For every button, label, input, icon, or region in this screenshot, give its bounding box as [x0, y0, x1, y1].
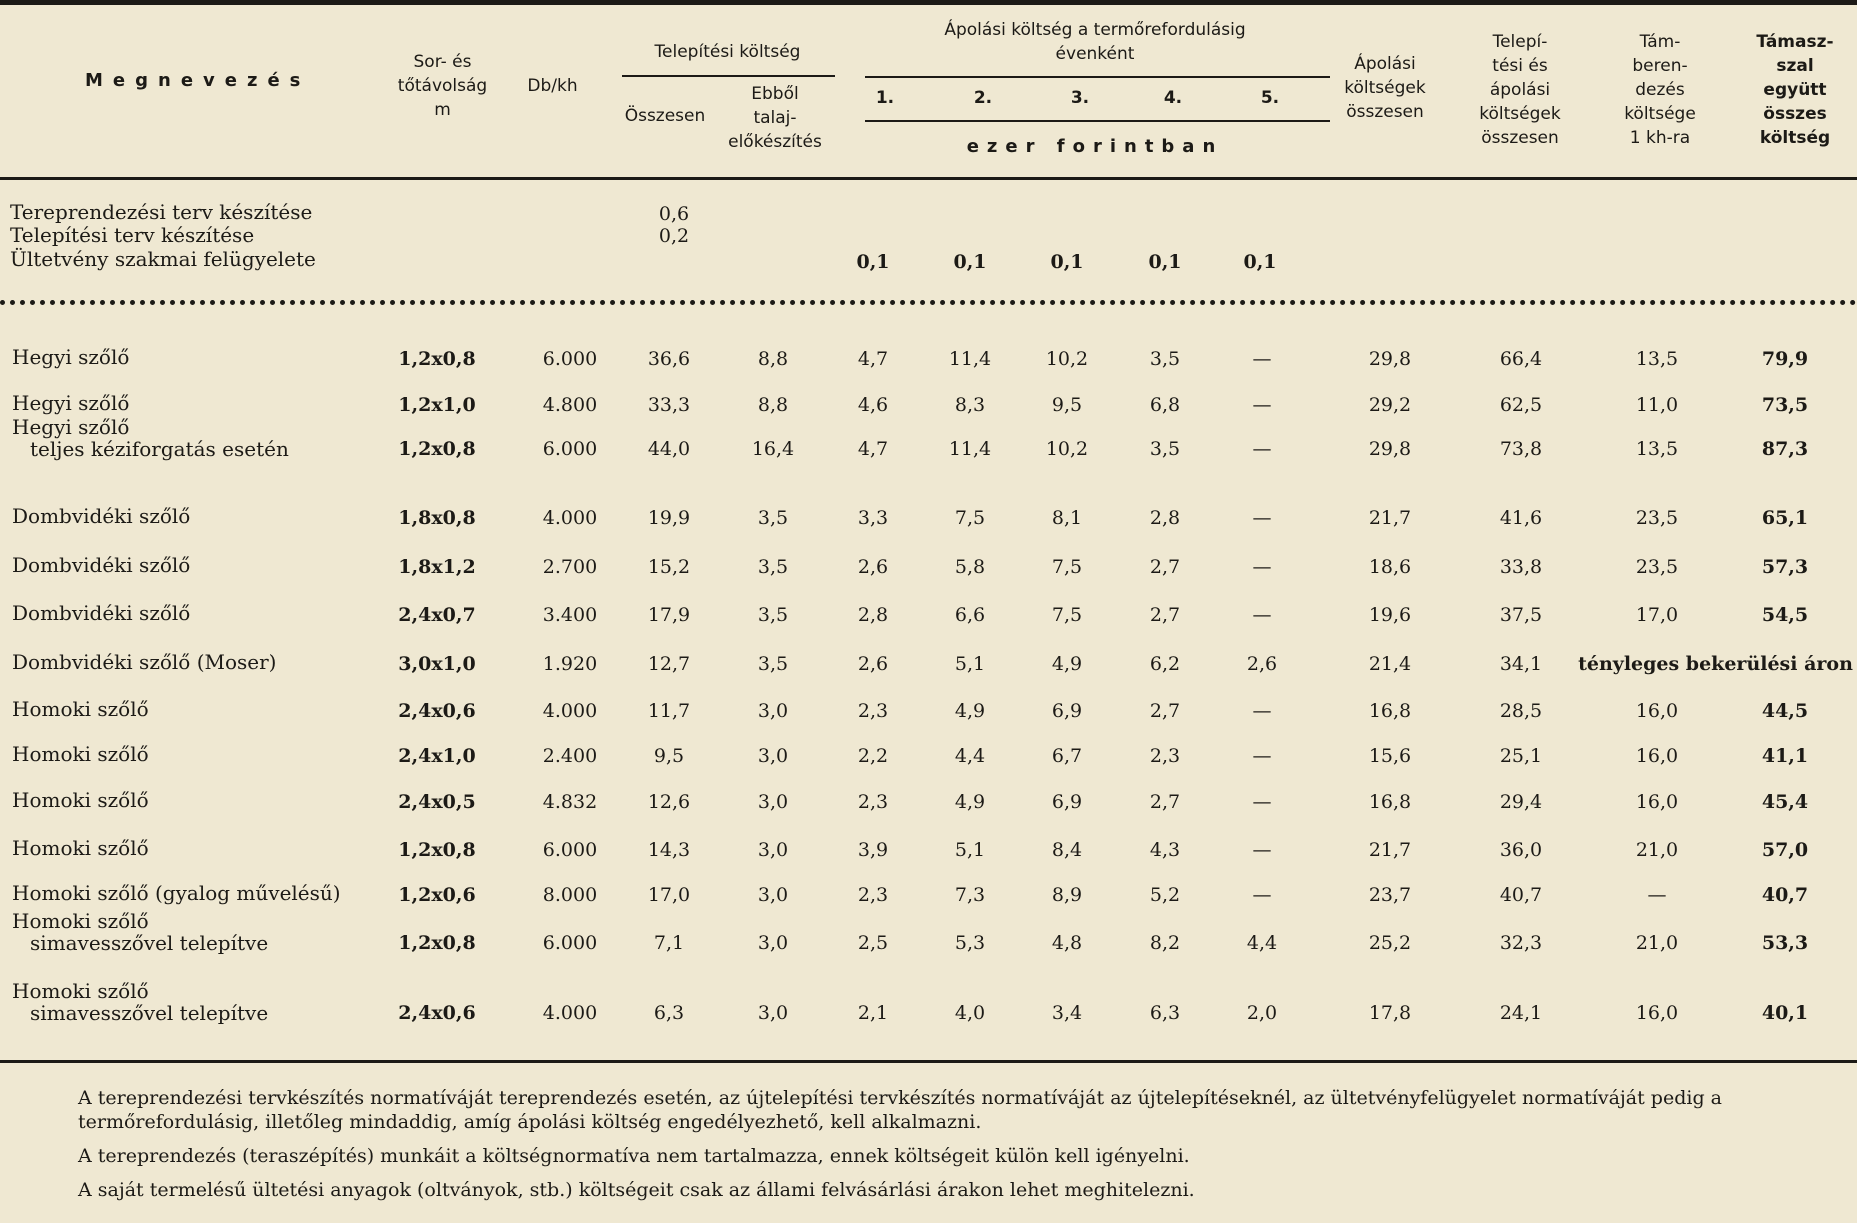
cell-y2: 4,9: [954, 791, 986, 813]
cell-y2: 8,3: [954, 394, 986, 416]
cell-care: 21,7: [1368, 839, 1412, 861]
cell-total: 12,6: [647, 791, 691, 813]
row-name: Dombvidéki szőlő: [12, 553, 191, 577]
prelim-supervision-4: 0,1: [1148, 251, 1182, 273]
cell-count: 2.700: [542, 556, 598, 578]
header-name: Megnevezés: [85, 70, 311, 91]
cell-soil: 3,0: [757, 839, 789, 861]
cell-y5: 4,4: [1246, 932, 1278, 954]
cell-pc: 29,4: [1499, 791, 1543, 813]
header-year-4: 4.: [1163, 88, 1183, 108]
cell-y3: 8,4: [1051, 839, 1083, 861]
cell-soil: 3,5: [757, 604, 789, 626]
cell-all: 54,5: [1761, 604, 1809, 626]
cell-sup: 11,0: [1635, 394, 1679, 416]
cell-care: 16,8: [1368, 791, 1412, 813]
cell-y2: 7,5: [954, 507, 986, 529]
cell-all: 87,3: [1761, 438, 1809, 460]
cell-y2: 5,3: [954, 932, 986, 954]
cell-total: 15,2: [647, 556, 691, 578]
cell-sup: 21,0: [1635, 839, 1679, 861]
cell-y1: 2,2: [857, 745, 889, 767]
cell-total: 6,3: [653, 1002, 685, 1024]
cell-y2: 5,1: [954, 653, 986, 675]
prelim-supervision-2: 0,1: [953, 251, 987, 273]
cell-count: 4.800: [542, 394, 598, 416]
header-plant-care-total: Telepí- tési és ápolási költségek összesen: [1479, 32, 1561, 148]
cell-care: 21,7: [1368, 507, 1412, 529]
cell-sup: 16,0: [1635, 700, 1679, 722]
cell-pc: 34,1: [1499, 653, 1543, 675]
cell-count: 6.000: [542, 438, 598, 460]
cell-spacing: 2,4x0,5: [398, 791, 476, 813]
cell-y2: 7,3: [954, 884, 986, 906]
cell-count: 6.000: [542, 348, 598, 370]
cell-soil: 3,0: [757, 791, 789, 813]
cell-y2: 4,4: [954, 745, 986, 767]
cell-soil: 3,0: [757, 884, 789, 906]
cell-spacing: 1,2x0,8: [398, 932, 476, 954]
cell-y1: 4,7: [857, 348, 889, 370]
row-name: Dombvidéki szőlő: [12, 504, 191, 528]
cell-y5: 2,6: [1246, 653, 1278, 675]
cell-care: 18,6: [1368, 556, 1412, 578]
cell-care: 25,2: [1368, 932, 1412, 954]
cell-care: 23,7: [1368, 884, 1412, 906]
header-planting-soil: Ebből talaj- előkészítés: [728, 84, 822, 152]
cell-pc: 33,8: [1499, 556, 1543, 578]
cell-y4: 2,3: [1149, 745, 1181, 767]
cell-spacing: 1,2x0,8: [398, 348, 476, 370]
cell-y2: 11,4: [948, 348, 992, 370]
header-planting-cost: Telepítési költség: [654, 42, 801, 62]
cell-sup: 17,0: [1635, 604, 1679, 626]
cell-y5: —: [1252, 884, 1272, 906]
cell-count: 4.000: [542, 700, 598, 722]
cell-y5: —: [1252, 394, 1272, 416]
cell-y2: 11,4: [948, 438, 992, 460]
cell-y1: 2,3: [857, 791, 889, 813]
cell-sup: 16,0: [1635, 791, 1679, 813]
cell-pc: 40,7: [1499, 884, 1543, 906]
prelim-plan-value-1: 0,6: [658, 203, 690, 225]
cell-pc: 66,4: [1499, 348, 1543, 370]
cell-y3: 6,7: [1051, 745, 1083, 767]
cell-count: 1.920: [542, 653, 598, 675]
cell-count: 4.000: [542, 1002, 598, 1024]
cell-care: 29,8: [1368, 438, 1412, 460]
cell-span-note: tényleges bekerülési áron: [1578, 653, 1853, 675]
cell-spacing: 1,2x1,0: [398, 394, 476, 416]
cell-y5: —: [1252, 556, 1272, 578]
cell-pc: 24,1: [1499, 1002, 1543, 1024]
cell-total: 12,7: [647, 653, 691, 675]
care-subline-1: [865, 76, 1330, 78]
cell-soil: 3,5: [757, 507, 789, 529]
cell-count: 6.000: [542, 839, 598, 861]
cell-y5: —: [1252, 700, 1272, 722]
cell-sup: 21,0: [1635, 932, 1679, 954]
cell-spacing: 1,2x0,8: [398, 438, 476, 460]
cell-y1: 2,5: [857, 932, 889, 954]
cell-sup: 23,5: [1635, 507, 1679, 529]
row-name: Homoki szőlő: [12, 836, 149, 860]
cell-y5: —: [1252, 839, 1272, 861]
cell-soil: 3,0: [757, 932, 789, 954]
row-name: Hegyi szőlő: [12, 391, 130, 415]
cell-y3: 10,2: [1045, 438, 1089, 460]
cell-count: 2.400: [542, 745, 598, 767]
table-bottom-rule: [0, 1060, 1857, 1063]
cell-y1: 3,9: [857, 839, 889, 861]
header-year-5: 5.: [1260, 88, 1280, 108]
cell-sup: 23,5: [1635, 556, 1679, 578]
cell-pc: 28,5: [1499, 700, 1543, 722]
cell-total: 33,3: [647, 394, 691, 416]
cell-care: 16,8: [1368, 700, 1412, 722]
row-name: Dombvidéki szőlő (Moser): [12, 650, 277, 674]
cell-y3: 4,8: [1051, 932, 1083, 954]
cell-y1: 2,6: [857, 653, 889, 675]
cell-sup: 16,0: [1635, 745, 1679, 767]
cell-care: 21,4: [1368, 653, 1412, 675]
header-with-support: Támasz- szal együtt összes költség: [1756, 32, 1834, 148]
cell-sup: —: [1647, 884, 1667, 906]
cell-spacing: 1,8x0,8: [398, 507, 476, 529]
cell-spacing: 1,2x0,6: [398, 884, 476, 906]
cell-y1: 2,3: [857, 884, 889, 906]
cell-y4: 6,8: [1149, 394, 1181, 416]
notes: [6, 1086, 1851, 1202]
cell-care: 15,6: [1368, 745, 1412, 767]
cell-y4: 2,7: [1149, 700, 1181, 722]
cell-count: 3.400: [542, 604, 598, 626]
cell-y5: —: [1252, 507, 1272, 529]
cell-total: 36,6: [647, 348, 691, 370]
cell-y4: 6,2: [1149, 653, 1181, 675]
header-year-1: 1.: [875, 88, 895, 108]
prelim-supervision-1: 0,1: [856, 251, 890, 273]
row-name: Dombvidéki szőlő: [12, 601, 191, 625]
cell-all: 40,1: [1761, 1002, 1809, 1024]
cell-count: 4.000: [542, 507, 598, 529]
cell-y3: 7,5: [1051, 556, 1083, 578]
cell-y3: 4,9: [1051, 653, 1083, 675]
prelim-line-2: Telepítési terv készítése: [10, 223, 255, 247]
cell-y4: 2,8: [1149, 507, 1181, 529]
cell-sup: 13,5: [1635, 438, 1679, 460]
cell-y2: 4,9: [954, 700, 986, 722]
cell-y2: 6,6: [954, 604, 986, 626]
cell-care: 29,8: [1368, 348, 1412, 370]
cell-y1: 2,8: [857, 604, 889, 626]
cell-y1: 3,3: [857, 507, 889, 529]
note-1: A tereprendezési tervkészítés normatíváját tereprendezés esetén, az újtelepítési tervkészítés normatíváját az újtelepítéseknél, az ültetvényfelügyelet normatíváját pedig a termőrefordulásig, illetőleg mindaddig, amíg ápolási költség engedélyezhető, kell alkalmazni.: [78, 1087, 1722, 1133]
cell-soil: 3,0: [757, 1002, 789, 1024]
cell-y3: 8,1: [1051, 507, 1083, 529]
cell-soil: 8,8: [757, 394, 789, 416]
row-name-continued: teljes kéziforgatás esetén: [30, 437, 289, 461]
cell-sup: 13,5: [1635, 348, 1679, 370]
cell-y3: 6,9: [1051, 700, 1083, 722]
cell-y1: 4,6: [857, 394, 889, 416]
cell-care: 19,6: [1368, 604, 1412, 626]
cell-y5: —: [1252, 348, 1272, 370]
row-name-continued: simavesszővel telepítve: [30, 931, 269, 955]
cell-y3: 10,2: [1045, 348, 1089, 370]
prelim-supervision-3: 0,1: [1050, 251, 1084, 273]
header-planting-total: Összesen: [624, 106, 706, 126]
cell-all: 45,4: [1761, 791, 1809, 813]
note-3: A saját termelésű ültetési anyagok (oltványok, stb.) költségeit csak az állami felvásárlási árakon lehet meghitelezni.: [78, 1179, 1195, 1201]
cell-y4: 6,3: [1149, 1002, 1181, 1024]
cell-care: 17,8: [1368, 1002, 1412, 1024]
cell-soil: 3,0: [757, 700, 789, 722]
cell-soil: 8,8: [757, 348, 789, 370]
cell-all: 65,1: [1761, 507, 1809, 529]
cell-y1: 4,7: [857, 438, 889, 460]
cell-y1: 2,6: [857, 556, 889, 578]
cell-y4: 2,7: [1149, 604, 1181, 626]
cell-spacing: 2,4x0,7: [398, 604, 476, 626]
header-support: Tám- beren- dezés költsége 1 kh-ra: [1624, 32, 1696, 148]
cell-spacing: 2,4x1,0: [398, 745, 476, 767]
cell-y5: —: [1252, 745, 1272, 767]
cell-y2: 5,8: [954, 556, 986, 578]
header-year-3: 3.: [1070, 88, 1090, 108]
cell-sup: 16,0: [1635, 1002, 1679, 1024]
cell-pc: 36,0: [1499, 839, 1543, 861]
cell-total: 19,9: [647, 507, 691, 529]
cell-y4: 2,7: [1149, 791, 1181, 813]
cell-pc: 41,6: [1499, 507, 1543, 529]
cell-pc: 32,3: [1499, 932, 1543, 954]
row-name: Hegyi szőlő: [12, 415, 130, 439]
cell-care: 29,2: [1368, 394, 1412, 416]
row-name: Homoki szőlő: [12, 909, 149, 933]
cell-y1: 2,3: [857, 700, 889, 722]
cell-total: 11,7: [647, 700, 691, 722]
cell-y5: —: [1252, 604, 1272, 626]
cell-spacing: 1,2x0,8: [398, 839, 476, 861]
row-name: Hegyi szőlő: [12, 345, 130, 369]
cell-all: 40,7: [1761, 884, 1809, 906]
cell-total: 9,5: [653, 745, 685, 767]
cell-count: 8.000: [542, 884, 598, 906]
cell-all: 79,9: [1761, 348, 1809, 370]
row-name-continued: simavesszővel telepítve: [30, 1001, 269, 1025]
cell-spacing: 2,4x0,6: [398, 1002, 476, 1024]
row-name: Homoki szőlő: [12, 742, 149, 766]
cell-all: 57,0: [1761, 839, 1809, 861]
cell-all: 44,5: [1761, 700, 1809, 722]
cell-y4: 8,2: [1149, 932, 1181, 954]
cell-y5: 2,0: [1246, 1002, 1278, 1024]
cell-all: 41,1: [1761, 745, 1809, 767]
cell-soil: 3,5: [757, 556, 789, 578]
prelim-line-3: Ültetvény szakmai felügyelete: [10, 247, 316, 271]
cell-y4: 2,7: [1149, 556, 1181, 578]
cell-y5: —: [1252, 438, 1272, 460]
planting-subline: [622, 75, 835, 77]
cell-total: 44,0: [647, 438, 691, 460]
cell-soil: 16,4: [751, 438, 795, 460]
cell-soil: 3,5: [757, 653, 789, 675]
cell-total: 17,0: [647, 884, 691, 906]
cell-count: 4.832: [542, 791, 598, 813]
cell-spacing: 1,8x1,2: [398, 556, 476, 578]
cell-y3: 3,4: [1051, 1002, 1083, 1024]
cell-y4: 5,2: [1149, 884, 1181, 906]
row-name: Homoki szőlő: [12, 697, 149, 721]
header-care-total: Ápolási költségek összesen: [1344, 54, 1426, 122]
cell-soil: 3,0: [757, 745, 789, 767]
cell-total: 7,1: [653, 932, 685, 954]
prelim-line-1: Tereprendezési terv készítése: [10, 200, 313, 224]
cell-pc: 62,5: [1499, 394, 1543, 416]
care-subline-2: [865, 120, 1330, 122]
cell-pc: 25,1: [1499, 745, 1543, 767]
cell-y1: 2,1: [857, 1002, 889, 1024]
cell-y5: —: [1252, 791, 1272, 813]
cell-y3: 9,5: [1051, 394, 1083, 416]
prelim-plan-value-2: 0,2: [658, 225, 690, 247]
prelim-supervision-5: 0,1: [1243, 251, 1277, 273]
cell-spacing: 3,0x1,0: [398, 653, 476, 675]
header-year-2: 2.: [973, 88, 993, 108]
header-count: Db/kh: [527, 76, 578, 96]
dotted-separator: [0, 300, 1857, 305]
cell-y3: 8,9: [1051, 884, 1083, 906]
cell-total: 14,3: [647, 839, 691, 861]
note-2: A tereprendezés (teraszépítés) munkáit a költségnormatíva nem tartalmazza, ennek költségeit külön kell igényelni.: [78, 1145, 1190, 1167]
cell-y3: 6,9: [1051, 791, 1083, 813]
cell-all: 57,3: [1761, 556, 1809, 578]
cell-count: 6.000: [542, 932, 598, 954]
cell-total: 17,9: [647, 604, 691, 626]
header-care-cost: Ápolási költség a termőrefordulásig évenként: [944, 20, 1246, 64]
cell-y4: 4,3: [1149, 839, 1181, 861]
cell-y4: 3,5: [1149, 438, 1181, 460]
cell-y2: 4,0: [954, 1002, 986, 1024]
cell-y2: 5,1: [954, 839, 986, 861]
cell-y3: 7,5: [1051, 604, 1083, 626]
cell-all: 53,3: [1761, 932, 1809, 954]
cell-all: 73,5: [1761, 394, 1809, 416]
header-spacing: Sor- és tőtávolság m: [397, 52, 488, 120]
cell-pc: 37,5: [1499, 604, 1543, 626]
header-unit: ezer forintban: [966, 136, 1224, 157]
cell-y4: 3,5: [1149, 348, 1181, 370]
top-rule: [0, 0, 1857, 5]
row-name: Homoki szőlő: [12, 788, 149, 812]
row-name: Homoki szőlő: [12, 979, 149, 1003]
header-bottom-rule: [0, 177, 1857, 180]
row-name: Homoki szőlő (gyalog művelésű): [12, 881, 341, 905]
cell-spacing: 2,4x0,6: [398, 700, 476, 722]
cell-pc: 73,8: [1499, 438, 1543, 460]
